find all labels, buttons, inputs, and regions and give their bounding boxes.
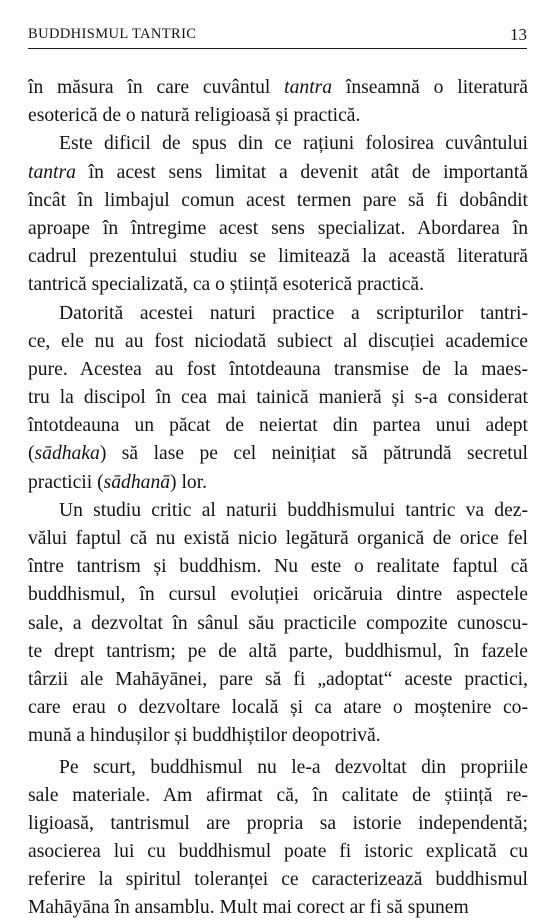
paragraph — [28, 754, 528, 923]
text-line: vălui faptul că nu există nicio legătură organică de orice fel — [28, 528, 528, 549]
text-line: sale materiale. Am afirmat că, în calitate de știință re- — [28, 784, 528, 806]
text-line: mună a hindușilor și buddhiștilor deopotrivă. — [28, 725, 381, 747]
text-line: (sādhaka) să lase pe cel neinițiat să pătrundă secretul — [28, 443, 528, 465]
text-line: tantra în acest sens limitat a devenit atât de importantă — [28, 161, 528, 183]
text-line: Este dificil de spus din ce rațiuni folosirea cuvântului — [59, 133, 528, 155]
text-line: tantrică specializată, ca o știință esoterică practică. — [28, 274, 425, 296]
paragraph — [28, 130, 528, 299]
text-line: încât în limbajul comun acest termen pare să fi dobândit — [28, 189, 528, 211]
text-line: asocierea lui cu buddhismul poate fi istoric explicată cu — [28, 841, 528, 863]
text-line: Pe scurt, buddhismul nu le-a dezvoltat din propriile — [59, 756, 528, 778]
paragraph — [28, 300, 528, 497]
text-line: sale, a dezvoltat în sânul său practicile compozite cunoscu- — [28, 612, 528, 634]
text-line: practicii (sādhanā) lor. — [28, 471, 208, 493]
paragraph — [28, 497, 528, 751]
text-line: te drept tantrism; pe de altă parte, buddhismul, în fazele — [28, 640, 528, 662]
running-header — [28, 26, 527, 49]
body-text — [28, 74, 528, 923]
text-line: ligioasă, tantrismul are propria sa istorie independentă; — [28, 812, 528, 834]
text-line: pure. Acestea au fost întotdeauna transmise de la maes- — [28, 358, 528, 380]
text-line: buddhismul, în cursul evoluției oricăruia dintre aspectele — [28, 584, 528, 606]
text-line: în măsura în care cuvântul tantra înseamnă o literatură — [28, 77, 528, 98]
text-line: între tantrism și buddhism. Nu este o realitate faptul că — [28, 556, 528, 578]
text-line: târzii ale Mahāyānei, pare să fi „adoptat“ aceste practici, — [28, 668, 528, 690]
text-line: Un studiu critic al naturii buddhismului tantric va dez- — [59, 499, 528, 521]
text-line: esoterică de o natură religioasă și practică. — [28, 105, 361, 127]
running-title: BUDDHISMUL TANTRIC — [28, 26, 197, 42]
text-line: aproape în întregime acest sens specializat. Abordarea în — [28, 217, 528, 239]
paragraph — [28, 74, 528, 130]
page-number: 13 — [510, 25, 527, 44]
text-line: tru la discipol în cea mai tainică manieră și s-a considerat — [28, 387, 528, 409]
text-line: întotdeauna un păcat de neiertat din partea unui adept — [28, 415, 528, 437]
text-line: referire la spiritul toleranței ce caracterizează buddhismul — [28, 869, 528, 891]
text-line: Datorită acestei naturi practice a scripturilor tantri- — [59, 302, 528, 324]
text-line: ce, ele nu au fost niciodată subiect al discuției academice — [28, 330, 528, 352]
text-line: Mahāyāna în ansamblu. Mult mai corect ar fi să spunem — [28, 897, 469, 919]
text-line: care erau o dezvoltare locală și ca atare o moștenire co- — [28, 697, 528, 719]
text-line: cadrul prezentului studiu se limitează la această literatură — [28, 246, 528, 268]
